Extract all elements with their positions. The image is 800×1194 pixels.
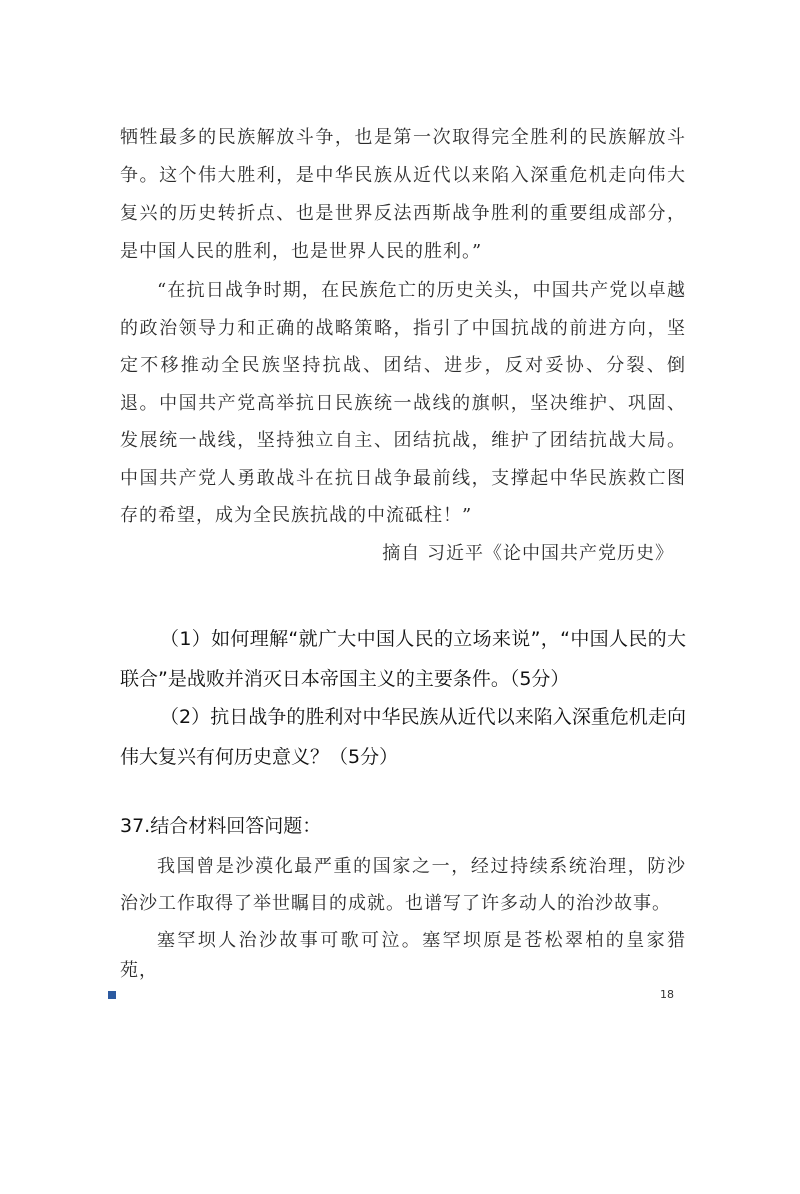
material-paragraph-1: 我国曾是沙漠化最严重的国家之一，经过持续系统治理，防沙治沙工作取得了举世瞩目的成就。也谱写了许多动人的治沙故事。 (120, 856, 686, 914)
material-paragraph-2: 塞罕坝人治沙故事可歌可泣。塞罕坝原是苍松翠柏的皇家猎苑， (120, 930, 686, 981)
question-1: （1）如何理解“就广大中国人民的立场来说”，“中国人民的大联合”是战败并消灭日本帝国主义的主要条件。（5分） (120, 628, 686, 690)
quote-paragraph: “在抗日战争时期，在民族危亡的历史关头，中国共产党以卓越的政治领导力和正确的战略策略，指引了中国抗战的前进方向，坚定不移推动全民族坚持抗战、团结、进步，反对妥协、分裂、倒退。中国共产党高举抗日民族统一战线的旗帜，坚决维护、巩固、发展统一战线，坚持独立自主、团结抗战，维护了团结抗战大局。中国共产党人勇敢战斗在抗日战争最前线，支撑起中华民族救亡图存的希望，成为全民族抗战的中流砥柱！” (120, 280, 686, 526)
footer-marker (108, 991, 116, 999)
question-2: （2）抗日战争的胜利对中华民族从近代以来陷入深重危机走向伟大复兴有何历史意义？（5分） (120, 706, 686, 768)
attribution: 摘自 习近平《论中国共产党历史》 (382, 543, 674, 564)
question-37-heading: 37.结合材料回答问题： (120, 815, 322, 837)
page-number: 18 (660, 988, 674, 1001)
intro-paragraph: 牺牲最多的民族解放斗争，也是第一次取得完全胜利的民族解放斗争。这个伟大胜利，是中华民族从近代以来陷入深重危机走向伟大复兴的历史转折点、也是世界反法西斯战争胜利的重要组成部分，是中国人民的胜利，也是世界人民的胜利。” (120, 127, 686, 262)
